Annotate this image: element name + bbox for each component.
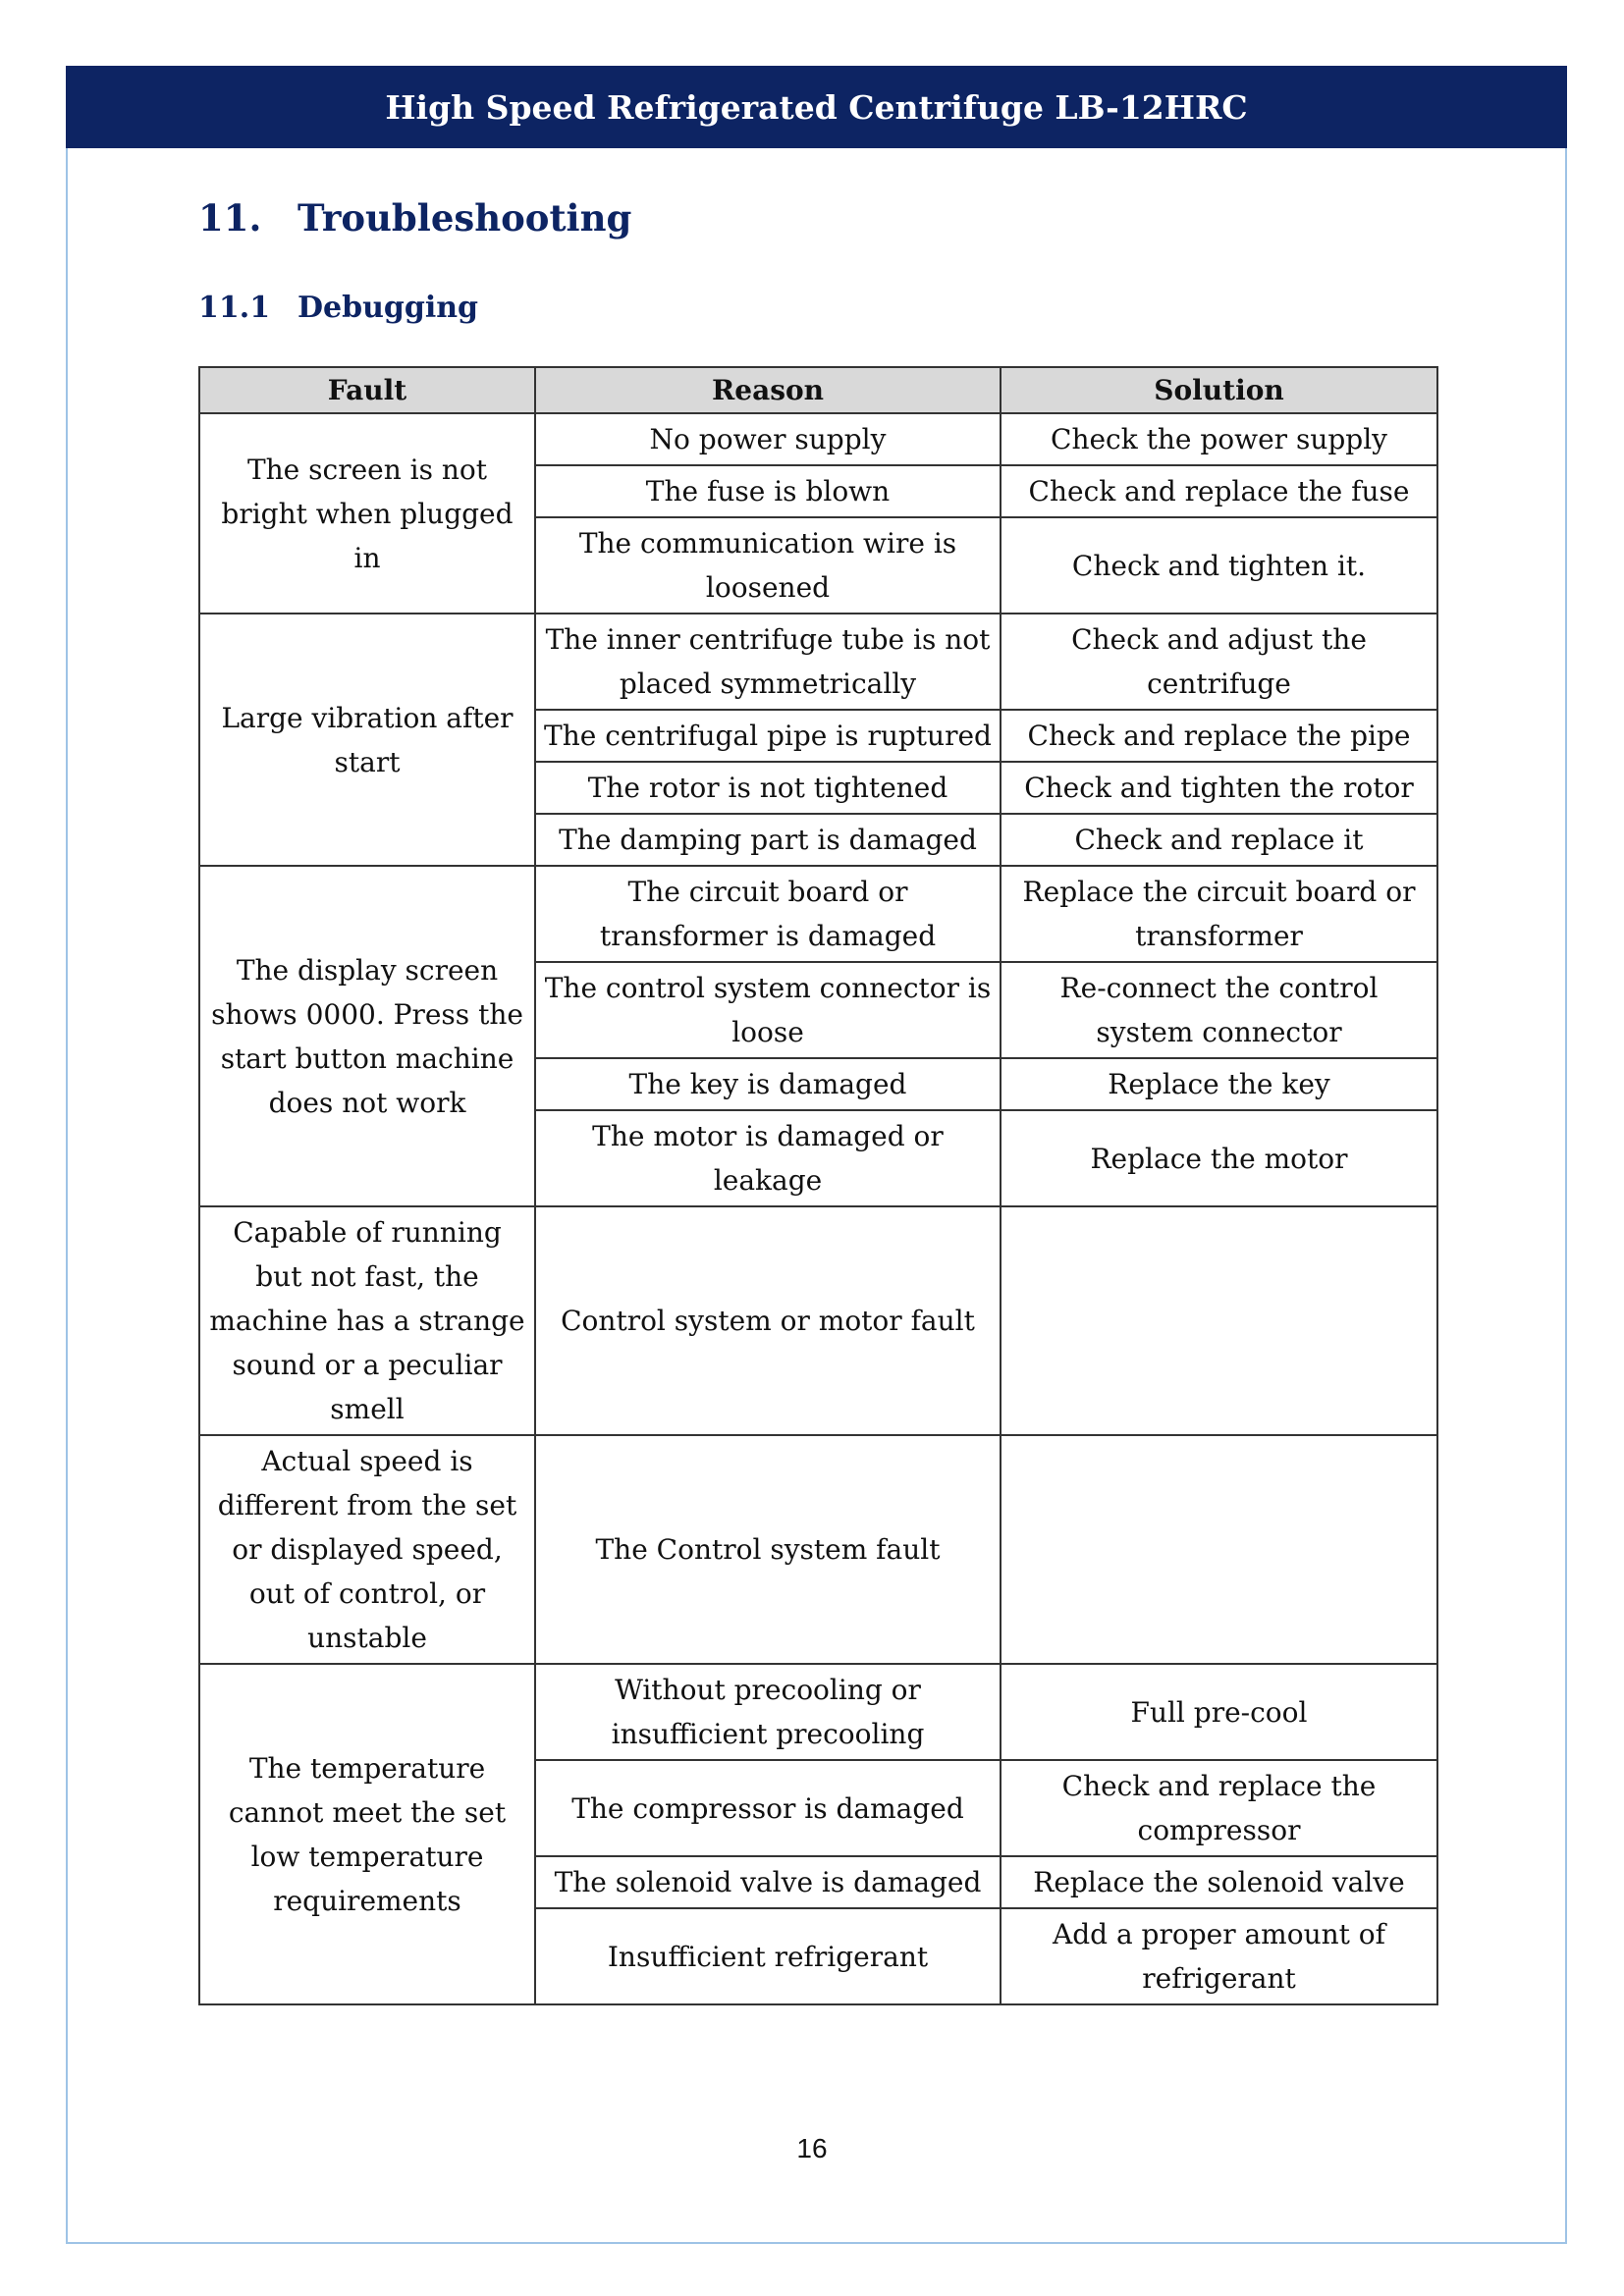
reason-cell: The control system connector is loose (535, 962, 1001, 1058)
reason-cell: The damping part is damaged (535, 814, 1001, 866)
solution-cell: Replace the solenoid valve (1001, 1856, 1437, 1908)
table-row (199, 866, 1437, 962)
solution-cell: Check the power supply (1001, 413, 1437, 465)
table-row (199, 614, 1437, 710)
solution-cell: Check and replace the pipe (1001, 710, 1437, 762)
fault-cell: The temperature cannot meet the set low temperature requirements (199, 1664, 535, 2004)
solution-cell: Check and tighten the rotor (1001, 762, 1437, 814)
fault-cell: The screen is not bright when plugged in (199, 413, 535, 614)
reason-cell: The communication wire is loosened (535, 517, 1001, 614)
fault-cell: Large vibration after start (199, 614, 535, 866)
reason-cell: Without precooling or insufficient precooling (535, 1664, 1001, 1760)
subsection-title: Debugging (298, 291, 479, 325)
table-row (199, 1664, 1437, 1760)
reason-cell: The rotor is not tightened (535, 762, 1001, 814)
document-header-band (66, 66, 1567, 148)
reason-cell: The motor is damaged or leakage (535, 1110, 1001, 1206)
reason-cell: Control system or motor fault (535, 1206, 1001, 1435)
subsection-number: 11.1 (198, 291, 271, 325)
section-heading (198, 196, 631, 240)
solution-cell: Check and adjust the centrifuge (1001, 614, 1437, 710)
reason-cell: The circuit board or transformer is damaged (535, 866, 1001, 962)
table-header-row (199, 367, 1437, 413)
section-number: 11. (198, 196, 262, 240)
reason-cell: The compressor is damaged (535, 1760, 1001, 1856)
subsection-heading (198, 291, 478, 325)
table-row (199, 1206, 1437, 1435)
solution-cell: Full pre-cool (1001, 1664, 1437, 1760)
section-title: Troubleshooting (298, 196, 632, 240)
column-header-fault: Fault (199, 367, 535, 413)
solution-cell: Check and replace the compressor (1001, 1760, 1437, 1856)
solution-cell: Re-connect the control system connector (1001, 962, 1437, 1058)
reason-cell: The solenoid valve is damaged (535, 1856, 1001, 1908)
solution-cell: Replace the circuit board or transformer (1001, 866, 1437, 962)
solution-cell: Check and tighten it. (1001, 517, 1437, 614)
solution-cell: Add a proper amount of refrigerant (1001, 1908, 1437, 2004)
page-number: 16 (796, 2133, 828, 2163)
reason-cell: No power supply (535, 413, 1001, 465)
solution-cell: Replace the key (1001, 1058, 1437, 1110)
solution-cell: Check and replace the fuse (1001, 465, 1437, 517)
reason-cell: The centrifugal pipe is ruptured (535, 710, 1001, 762)
solution-cell: Check and replace it (1001, 814, 1437, 866)
document-title: High Speed Refrigerated Centrifuge LB-12HRC (385, 87, 1248, 127)
reason-cell: The Control system fault (535, 1435, 1001, 1664)
table-row (199, 1435, 1437, 1664)
solution-cell: Replace the motor (1001, 1110, 1437, 1206)
reason-cell: Insufficient refrigerant (535, 1908, 1001, 2004)
column-header-reason: Reason (535, 367, 1001, 413)
column-header-solution: Solution (1001, 367, 1437, 413)
reason-cell: The fuse is blown (535, 465, 1001, 517)
table-row (199, 413, 1437, 465)
fault-cell: Actual speed is different from the set or displayed speed, out of control, or unstable (199, 1435, 535, 1664)
troubleshooting-table (198, 366, 1438, 2005)
solution-cell (1001, 1435, 1437, 1664)
fault-cell: The display screen shows 0000. Press the start button machine does not work (199, 866, 535, 1206)
solution-cell (1001, 1206, 1437, 1435)
reason-cell: The inner centrifuge tube is not placed symmetrically (535, 614, 1001, 710)
fault-cell: Capable of running but not fast, the machine has a strange sound or a peculiar smell (199, 1206, 535, 1435)
reason-cell: The key is damaged (535, 1058, 1001, 1110)
